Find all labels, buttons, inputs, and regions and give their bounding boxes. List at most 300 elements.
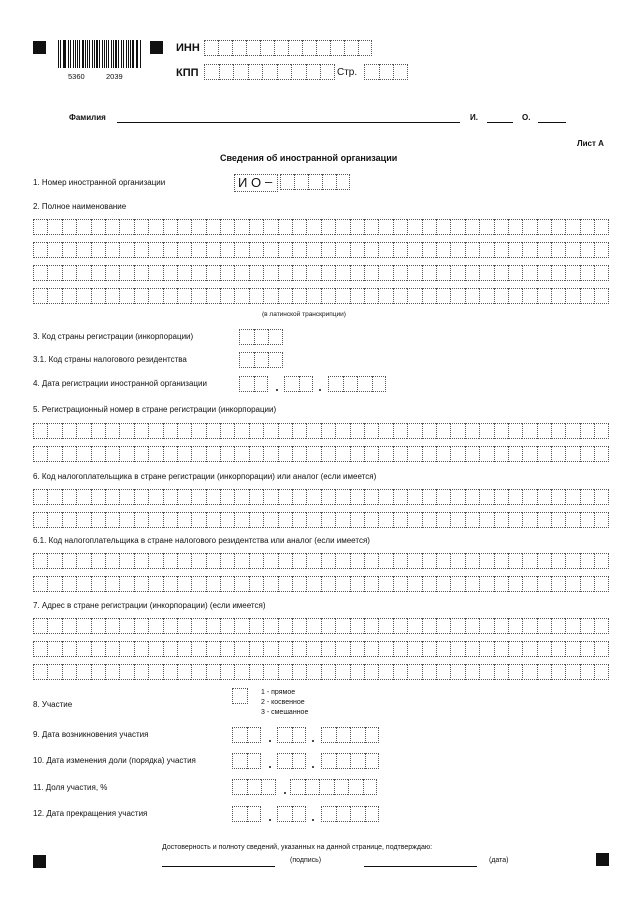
input-cell[interactable]: [47, 288, 61, 304]
input-cell[interactable]: [105, 512, 119, 528]
input-cell[interactable]: [465, 288, 479, 304]
input-cell[interactable]: [246, 40, 260, 56]
input-cell[interactable]: [91, 576, 105, 592]
input-cell[interactable]: [378, 641, 392, 657]
input-cell[interactable]: [292, 727, 307, 743]
input-cell[interactable]: [33, 618, 47, 634]
input-cell[interactable]: [206, 423, 220, 439]
input-cell[interactable]: [219, 64, 234, 80]
input-cell[interactable]: [450, 512, 464, 528]
input-cell[interactable]: [62, 664, 76, 680]
input-cell[interactable]: [565, 288, 579, 304]
input-cell[interactable]: [191, 618, 205, 634]
input-cell[interactable]: [206, 576, 220, 592]
input-cell[interactable]: [479, 576, 493, 592]
input-cell[interactable]: [274, 40, 288, 56]
input-cell[interactable]: [33, 242, 47, 258]
input-cell[interactable]: [522, 423, 536, 439]
input-row[interactable]: [33, 446, 609, 462]
input-cell[interactable]: [206, 664, 220, 680]
input-cell[interactable]: [594, 512, 608, 528]
input-cell[interactable]: [479, 489, 493, 505]
inn-input[interactable]: [204, 40, 372, 56]
input-cell[interactable]: [247, 753, 262, 769]
input-cell[interactable]: [76, 641, 90, 657]
input-cell[interactable]: [508, 242, 522, 258]
input-cell[interactable]: [33, 641, 47, 657]
input-cell[interactable]: [522, 553, 536, 569]
input-cell[interactable]: [450, 219, 464, 235]
input-cell[interactable]: [465, 423, 479, 439]
input-cell[interactable]: [163, 664, 177, 680]
input-cell[interactable]: [33, 512, 47, 528]
input-cell[interactable]: [465, 553, 479, 569]
input-cell[interactable]: [494, 618, 508, 634]
field-10-year-input[interactable]: [321, 753, 379, 769]
input-cell[interactable]: [119, 423, 133, 439]
input-cell[interactable]: [350, 265, 364, 281]
input-cell[interactable]: [580, 423, 594, 439]
input-cell[interactable]: [249, 641, 263, 657]
input-cell[interactable]: [580, 288, 594, 304]
input-cell[interactable]: [537, 664, 551, 680]
input-cell[interactable]: [76, 489, 90, 505]
input-cell[interactable]: [191, 219, 205, 235]
input-cell[interactable]: [321, 219, 335, 235]
input-cell[interactable]: [220, 553, 234, 569]
input-cell[interactable]: [350, 553, 364, 569]
input-cell[interactable]: [422, 664, 436, 680]
input-cell[interactable]: [450, 423, 464, 439]
input-cell[interactable]: [220, 423, 234, 439]
input-cell[interactable]: [565, 446, 579, 462]
input-cell[interactable]: [234, 423, 248, 439]
input-cell[interactable]: [47, 664, 61, 680]
input-cell[interactable]: [508, 618, 522, 634]
input-cell[interactable]: [148, 489, 162, 505]
input-cell[interactable]: [378, 219, 392, 235]
input-row[interactable]: [33, 242, 609, 258]
input-cell[interactable]: [479, 553, 493, 569]
input-cell[interactable]: [76, 576, 90, 592]
input-cell[interactable]: [306, 423, 320, 439]
input-cell[interactable]: [494, 242, 508, 258]
input-cell[interactable]: [105, 219, 119, 235]
input-cell[interactable]: [91, 512, 105, 528]
input-cell[interactable]: [350, 242, 364, 258]
input-cell[interactable]: [239, 329, 254, 345]
input-cell[interactable]: [148, 618, 162, 634]
input-cell[interactable]: [330, 40, 344, 56]
input-cell[interactable]: [47, 265, 61, 281]
input-cell[interactable]: [278, 553, 292, 569]
input-cell[interactable]: [393, 489, 407, 505]
input-cell[interactable]: [594, 576, 608, 592]
input-cell[interactable]: [393, 64, 408, 80]
input-cell[interactable]: [322, 174, 336, 190]
input-cell[interactable]: [320, 64, 335, 80]
input-cell[interactable]: [565, 641, 579, 657]
input-cell[interactable]: [33, 489, 47, 505]
input-cell[interactable]: [378, 242, 392, 258]
input-cell[interactable]: [450, 265, 464, 281]
input-cell[interactable]: [62, 553, 76, 569]
input-cell[interactable]: [220, 512, 234, 528]
input-cell[interactable]: [364, 423, 378, 439]
input-cell[interactable]: [234, 446, 248, 462]
input-cell[interactable]: [522, 265, 536, 281]
input-cell[interactable]: [263, 489, 277, 505]
input-cell[interactable]: [91, 618, 105, 634]
input-cell[interactable]: [292, 806, 307, 822]
input-cell[interactable]: [163, 423, 177, 439]
input-cell[interactable]: [76, 265, 90, 281]
input-cell[interactable]: [357, 376, 372, 392]
input-cell[interactable]: [277, 727, 292, 743]
input-cell[interactable]: [565, 512, 579, 528]
input-cell[interactable]: [249, 512, 263, 528]
input-cell[interactable]: [177, 489, 191, 505]
input-cell[interactable]: [508, 553, 522, 569]
input-cell[interactable]: [422, 288, 436, 304]
input-cell[interactable]: [206, 219, 220, 235]
input-cell[interactable]: [407, 242, 421, 258]
input-cell[interactable]: [47, 576, 61, 592]
input-row[interactable]: [33, 219, 609, 235]
input-cell[interactable]: [422, 641, 436, 657]
input-cell[interactable]: [508, 641, 522, 657]
input-cell[interactable]: [378, 265, 392, 281]
input-cell[interactable]: [436, 641, 450, 657]
input-cell[interactable]: [537, 618, 551, 634]
input-cell[interactable]: [76, 288, 90, 304]
input-cell[interactable]: [278, 219, 292, 235]
kpp-input[interactable]: [204, 64, 335, 80]
input-cell[interactable]: [62, 489, 76, 505]
input-cell[interactable]: [365, 753, 380, 769]
input-cell[interactable]: [494, 446, 508, 462]
input-cell[interactable]: [234, 576, 248, 592]
input-cell[interactable]: [33, 576, 47, 592]
input-cell[interactable]: [465, 219, 479, 235]
input-cell[interactable]: [220, 641, 234, 657]
input-cell[interactable]: [163, 242, 177, 258]
input-cell[interactable]: [378, 618, 392, 634]
input-cell[interactable]: [494, 512, 508, 528]
input-cell[interactable]: [450, 553, 464, 569]
input-cell[interactable]: [393, 423, 407, 439]
input-cell[interactable]: [306, 446, 320, 462]
input-cell[interactable]: [191, 288, 205, 304]
input-cell[interactable]: [232, 779, 247, 795]
input-cell[interactable]: [91, 219, 105, 235]
input-cell[interactable]: [278, 618, 292, 634]
input-cell[interactable]: [277, 806, 292, 822]
input-cell[interactable]: [105, 265, 119, 281]
input-cell[interactable]: [364, 489, 378, 505]
input-cell[interactable]: [163, 618, 177, 634]
input-cell[interactable]: [33, 446, 47, 462]
input-cell[interactable]: [522, 664, 536, 680]
input-cell[interactable]: [393, 219, 407, 235]
input-cell[interactable]: [537, 446, 551, 462]
input-cell[interactable]: [119, 489, 133, 505]
field-4-day-input[interactable]: [239, 376, 268, 392]
input-cell[interactable]: [163, 219, 177, 235]
input-cell[interactable]: [407, 288, 421, 304]
input-cell[interactable]: [350, 664, 364, 680]
input-cell[interactable]: [422, 489, 436, 505]
input-cell[interactable]: [62, 512, 76, 528]
input-cell[interactable]: [450, 288, 464, 304]
input-cell[interactable]: [551, 641, 565, 657]
input-cell[interactable]: [335, 446, 349, 462]
input-cell[interactable]: [261, 779, 276, 795]
input-cell[interactable]: [494, 664, 508, 680]
input-cell[interactable]: [378, 576, 392, 592]
input-cell[interactable]: [292, 618, 306, 634]
input-cell[interactable]: [278, 512, 292, 528]
input-cell[interactable]: [479, 446, 493, 462]
input-cell[interactable]: [378, 553, 392, 569]
input-cell[interactable]: [436, 576, 450, 592]
input-cell[interactable]: [565, 576, 579, 592]
input-cell[interactable]: [134, 219, 148, 235]
input-cell[interactable]: [594, 242, 608, 258]
input-cell[interactable]: [565, 265, 579, 281]
input-cell[interactable]: [220, 288, 234, 304]
input-cell[interactable]: [278, 288, 292, 304]
input-cell[interactable]: [336, 174, 350, 190]
input-cell[interactable]: [580, 265, 594, 281]
input-cell[interactable]: [268, 352, 283, 368]
input-cell[interactable]: [247, 779, 262, 795]
input-cell[interactable]: [306, 64, 321, 80]
input-cell[interactable]: [350, 512, 364, 528]
input-cell[interactable]: [306, 641, 320, 657]
input-cell[interactable]: [450, 446, 464, 462]
input-cell[interactable]: [105, 446, 119, 462]
input-cell[interactable]: [232, 753, 247, 769]
input-cell[interactable]: [306, 219, 320, 235]
input-cell[interactable]: [537, 489, 551, 505]
field-12-day-input[interactable]: [232, 806, 261, 822]
input-cell[interactable]: [508, 423, 522, 439]
input-cell[interactable]: [364, 618, 378, 634]
input-cell[interactable]: [148, 576, 162, 592]
input-cell[interactable]: [436, 489, 450, 505]
input-cell[interactable]: [306, 512, 320, 528]
input-cell[interactable]: [33, 288, 47, 304]
input-cell[interactable]: [522, 512, 536, 528]
input-cell[interactable]: [232, 727, 247, 743]
input-cell[interactable]: [220, 618, 234, 634]
input-row[interactable]: [33, 265, 609, 281]
input-cell[interactable]: [436, 242, 450, 258]
input-cell[interactable]: [508, 446, 522, 462]
input-cell[interactable]: [407, 664, 421, 680]
input-cell[interactable]: [594, 618, 608, 634]
input-cell[interactable]: [234, 512, 248, 528]
input-cell[interactable]: [292, 489, 306, 505]
input-cell[interactable]: [321, 242, 335, 258]
input-cell[interactable]: [537, 423, 551, 439]
input-cell[interactable]: [364, 641, 378, 657]
input-cell[interactable]: [249, 553, 263, 569]
input-cell[interactable]: [233, 64, 248, 80]
input-cell[interactable]: [268, 329, 283, 345]
input-cell[interactable]: [163, 576, 177, 592]
input-cell[interactable]: [594, 553, 608, 569]
input-cell[interactable]: [364, 512, 378, 528]
input-cell[interactable]: [479, 423, 493, 439]
input-cell[interactable]: [134, 553, 148, 569]
input-cell[interactable]: [594, 265, 608, 281]
input-cell[interactable]: [321, 641, 335, 657]
field-4-month-input[interactable]: [284, 376, 313, 392]
input-cell[interactable]: [206, 512, 220, 528]
input-cell[interactable]: [163, 641, 177, 657]
input-cell[interactable]: [249, 489, 263, 505]
input-cell[interactable]: [364, 242, 378, 258]
input-cell[interactable]: [148, 553, 162, 569]
input-cell[interactable]: [191, 242, 205, 258]
input-cell[interactable]: [522, 219, 536, 235]
input-cell[interactable]: [551, 265, 565, 281]
input-cell[interactable]: [239, 376, 254, 392]
input-cell[interactable]: [62, 265, 76, 281]
input-cell[interactable]: [565, 553, 579, 569]
input-cell[interactable]: [393, 446, 407, 462]
input-row[interactable]: [33, 288, 609, 304]
input-cell[interactable]: [393, 288, 407, 304]
input-cell[interactable]: [551, 664, 565, 680]
input-cell[interactable]: [336, 727, 351, 743]
input-cell[interactable]: [76, 553, 90, 569]
input-cell[interactable]: [580, 553, 594, 569]
input-cell[interactable]: [234, 641, 248, 657]
input-cell[interactable]: [234, 618, 248, 634]
input-cell[interactable]: [522, 489, 536, 505]
input-cell[interactable]: [422, 219, 436, 235]
input-cell[interactable]: [177, 641, 191, 657]
input-cell[interactable]: [580, 618, 594, 634]
input-cell[interactable]: [436, 219, 450, 235]
input-cell[interactable]: [350, 641, 364, 657]
input-cell[interactable]: [105, 618, 119, 634]
input-cell[interactable]: [148, 242, 162, 258]
input-cell[interactable]: [358, 40, 372, 56]
input-cell[interactable]: [134, 512, 148, 528]
input-cell[interactable]: [263, 618, 277, 634]
input-cell[interactable]: [76, 423, 90, 439]
input-cell[interactable]: [335, 489, 349, 505]
field-10-month-input[interactable]: [277, 753, 306, 769]
input-cell[interactable]: [494, 219, 508, 235]
input-cell[interactable]: [407, 618, 421, 634]
input-cell[interactable]: [580, 242, 594, 258]
input-cell[interactable]: [378, 489, 392, 505]
input-cell[interactable]: [321, 727, 336, 743]
input-cell[interactable]: [594, 288, 608, 304]
input-row[interactable]: [33, 423, 609, 439]
input-cell[interactable]: [407, 423, 421, 439]
input-cell[interactable]: [336, 753, 351, 769]
input-cell[interactable]: [148, 641, 162, 657]
input-cell[interactable]: [234, 489, 248, 505]
input-cell[interactable]: [177, 265, 191, 281]
input-cell[interactable]: [494, 489, 508, 505]
input-cell[interactable]: [47, 446, 61, 462]
input-cell[interactable]: [292, 753, 307, 769]
input-cell[interactable]: [292, 219, 306, 235]
input-cell[interactable]: [263, 219, 277, 235]
input-cell[interactable]: [47, 618, 61, 634]
input-cell[interactable]: [163, 553, 177, 569]
input-cell[interactable]: [204, 40, 218, 56]
input-cell[interactable]: [249, 288, 263, 304]
input-cell[interactable]: [537, 265, 551, 281]
input-cell[interactable]: [204, 64, 219, 80]
input-cell[interactable]: [119, 242, 133, 258]
input-cell[interactable]: [479, 664, 493, 680]
input-cell[interactable]: [306, 242, 320, 258]
input-cell[interactable]: [232, 806, 247, 822]
input-cell[interactable]: [580, 219, 594, 235]
input-cell[interactable]: [321, 664, 335, 680]
input-cell[interactable]: [522, 242, 536, 258]
input-cell[interactable]: [407, 553, 421, 569]
input-cell[interactable]: [234, 219, 248, 235]
input-cell[interactable]: [508, 512, 522, 528]
input-cell[interactable]: [134, 664, 148, 680]
input-cell[interactable]: [537, 242, 551, 258]
input-cell[interactable]: [105, 641, 119, 657]
input-cell[interactable]: [62, 576, 76, 592]
input-cell[interactable]: [33, 219, 47, 235]
input-cell[interactable]: [565, 242, 579, 258]
input-cell[interactable]: [522, 618, 536, 634]
input-cell[interactable]: [436, 618, 450, 634]
input-cell[interactable]: [393, 553, 407, 569]
input-cell[interactable]: [220, 664, 234, 680]
input-cell[interactable]: [239, 352, 254, 368]
input-row[interactable]: [33, 664, 609, 680]
input-cell[interactable]: [494, 553, 508, 569]
input-cell[interactable]: [537, 641, 551, 657]
input-cell[interactable]: [263, 446, 277, 462]
input-cell[interactable]: [436, 288, 450, 304]
field-9-day-input[interactable]: [232, 727, 261, 743]
input-cell[interactable]: [191, 664, 205, 680]
input-cell[interactable]: [321, 288, 335, 304]
input-cell[interactable]: [191, 446, 205, 462]
field-12-month-input[interactable]: [277, 806, 306, 822]
input-cell[interactable]: [163, 489, 177, 505]
input-cell[interactable]: [565, 423, 579, 439]
input-cell[interactable]: [594, 219, 608, 235]
initial-i-field[interactable]: [487, 122, 513, 123]
input-cell[interactable]: [263, 576, 277, 592]
input-cell[interactable]: [177, 576, 191, 592]
input-cell[interactable]: [134, 641, 148, 657]
input-cell[interactable]: [119, 446, 133, 462]
input-cell[interactable]: [33, 265, 47, 281]
input-cell[interactable]: [378, 446, 392, 462]
input-cell[interactable]: [364, 288, 378, 304]
input-cell[interactable]: [594, 489, 608, 505]
input-cell[interactable]: [277, 64, 292, 80]
